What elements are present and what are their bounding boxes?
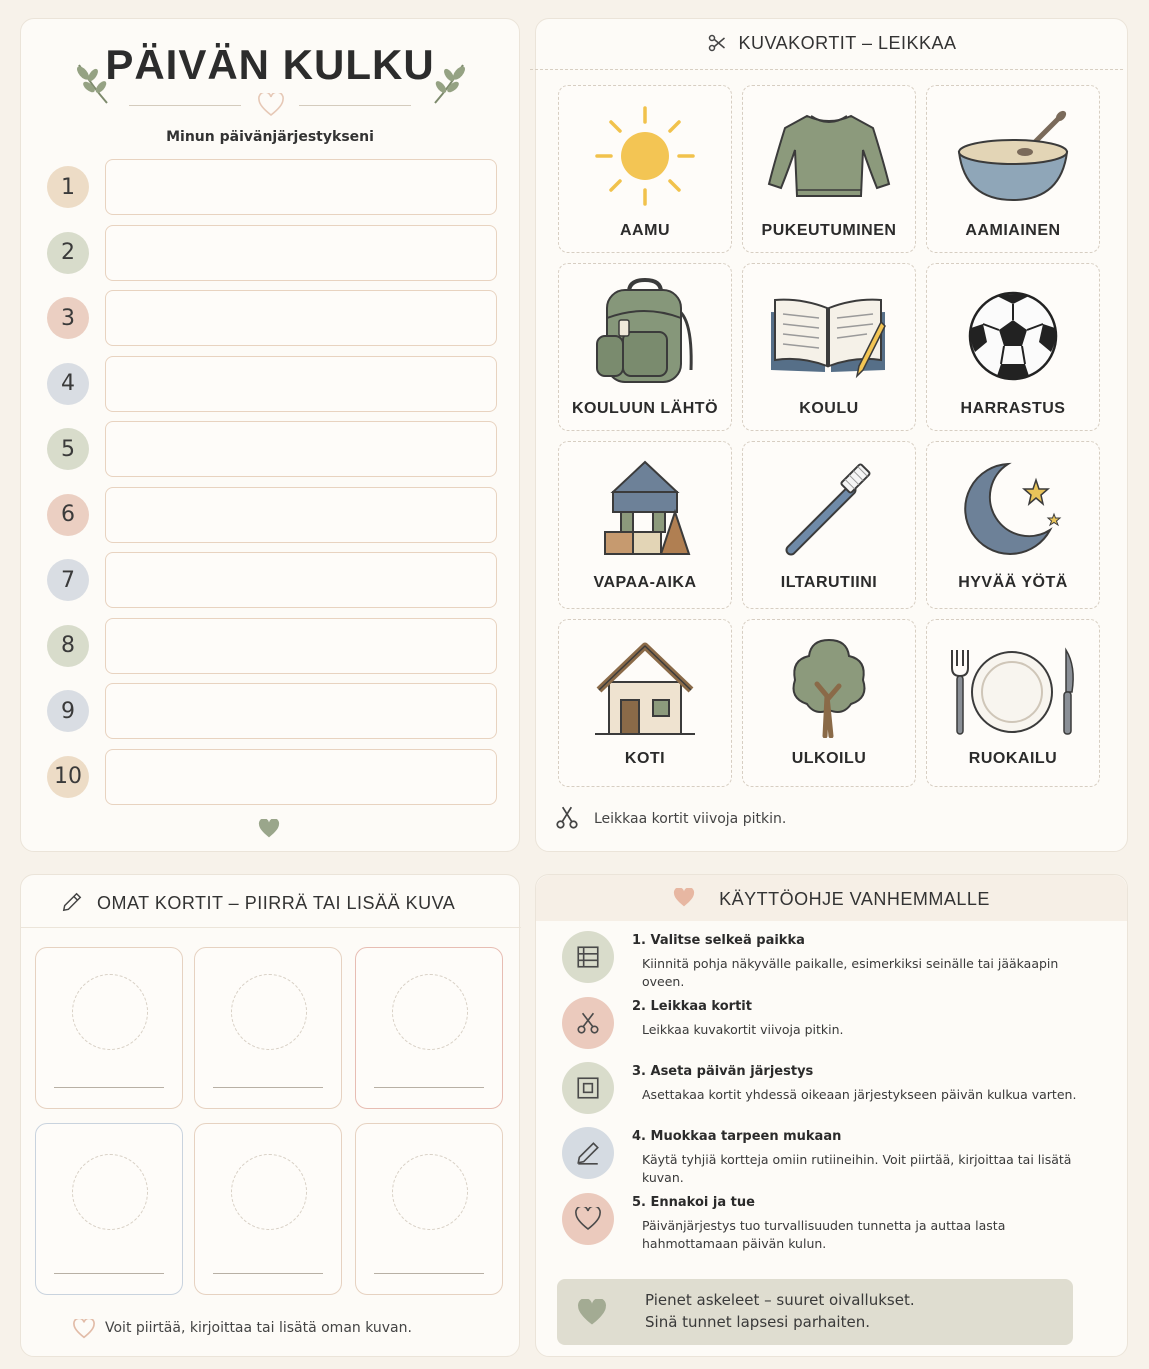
scissors-icon	[562, 997, 614, 1049]
card-aamiainen[interactable]	[926, 85, 1100, 253]
schedule-slot[interactable]	[105, 749, 497, 805]
schedule-slot[interactable]	[105, 290, 497, 346]
step-title: 1. Valitse selkeä paikka	[632, 933, 805, 948]
step-number-badge: 2	[47, 232, 89, 274]
card-hyvaa-yota[interactable]	[926, 441, 1100, 609]
heart-icon	[258, 819, 280, 839]
schedule-row	[47, 552, 499, 608]
card-label: HARRASTUS	[960, 400, 1066, 417]
heart-icon	[577, 1299, 607, 1327]
step-title: 2. Leikkaa kortit	[632, 999, 752, 1014]
card-label: VAPAA-AIKA	[593, 574, 697, 591]
drawing-circle	[72, 1154, 148, 1230]
list-icon	[562, 931, 614, 983]
card-label: AAMU	[620, 222, 670, 239]
drawing-circle	[231, 1154, 307, 1230]
guide-header-label: KÄYTTÖOHJE VANHEMMALLE	[719, 889, 990, 909]
schedule-row	[47, 225, 499, 281]
card-pukeutuminen[interactable]	[742, 85, 916, 253]
page-subtitle: Minun päivänjärjestykseni	[166, 129, 374, 145]
schedule-row	[47, 749, 499, 805]
step-desc: Kiinnitä pohja näkyvälle paikalle, esimerkiksi seinälle tai jääkaapin oveen.	[642, 956, 1059, 990]
schedule-row	[47, 159, 499, 215]
toothbrush-icon	[779, 460, 879, 562]
step-number-badge: 9	[47, 690, 89, 732]
guide-header	[536, 888, 1127, 910]
tree-icon	[787, 636, 871, 738]
label-line	[213, 1087, 323, 1088]
step-title: 5. Ennakoi ja tue	[632, 1195, 755, 1210]
step-number-badge: 10	[47, 756, 89, 798]
label-line	[54, 1087, 164, 1088]
schedule-row	[47, 421, 499, 477]
card-label: KOTI	[624, 750, 666, 767]
moon-icon	[958, 458, 1068, 558]
blank-card[interactable]	[194, 947, 342, 1109]
step-title: 3. Aseta päivän järjestys	[632, 1064, 814, 1079]
own-cards-note: Voit piirtää, kirjoittaa tai lisätä oman kuvan.	[105, 1320, 412, 1336]
scissors-icon	[554, 805, 580, 831]
quote-line: Sinä tunnet lapsesi parhaiten.	[645, 1313, 870, 1331]
blank-card[interactable]	[355, 947, 503, 1109]
plate-cutlery-icon	[948, 646, 1078, 738]
quote-box	[557, 1279, 1073, 1345]
step-desc: Leikkaa kuvakortit viivoja pitkin.	[642, 1022, 844, 1037]
card-label: PUKEUTUMINEN	[761, 222, 897, 239]
card-label: RUOKAILU	[968, 750, 1058, 767]
quote-line: Pienet askeleet – suuret oivallukset.	[645, 1291, 915, 1309]
scissors-icon	[706, 33, 728, 53]
divider	[129, 105, 241, 106]
heart-icon	[258, 93, 284, 117]
pencil-icon	[562, 1127, 614, 1179]
leaf-branch-icon	[429, 59, 471, 107]
step-number-badge: 3	[47, 297, 89, 339]
card-koulu[interactable]	[742, 263, 916, 431]
label-line	[374, 1087, 484, 1088]
sweater-icon	[767, 110, 891, 202]
page-title: PÄIVÄN KULKU	[105, 41, 435, 88]
schedule-row	[47, 618, 499, 674]
heart-icon	[73, 1319, 95, 1339]
card-ruokailu[interactable]	[926, 619, 1100, 787]
house-icon	[595, 638, 695, 738]
divider	[530, 69, 1123, 70]
card-kouluun-lahto[interactable]	[558, 263, 732, 431]
sun-icon	[593, 104, 697, 208]
schedule-slot[interactable]	[105, 618, 497, 674]
toy-blocks-icon	[597, 460, 693, 556]
card-label: HYVÄÄ YÖTÄ	[958, 574, 1068, 591]
heart-icon	[562, 1193, 614, 1245]
blank-card[interactable]	[35, 947, 183, 1109]
card-ulkoilu[interactable]	[742, 619, 916, 787]
schedule-slot[interactable]	[105, 159, 497, 215]
step-number-badge: 1	[47, 166, 89, 208]
own-cards-header-label: OMAT KORTIT – PIIRRÄ TAI LISÄÄ KUVA	[97, 893, 456, 913]
cards-header	[536, 33, 1127, 54]
card-vapaa-aika[interactable]	[558, 441, 732, 609]
step-desc: Käytä tyhjiä kortteja omiin rutiineihin. Voit piirtää, kirjoittaa tai lisätä kuvan.	[642, 1152, 1072, 1186]
label-line	[213, 1273, 323, 1274]
label-line	[54, 1273, 164, 1274]
step-number-badge: 8	[47, 625, 89, 667]
label-line	[374, 1273, 484, 1274]
step-number-badge: 6	[47, 494, 89, 536]
schedule-slot[interactable]	[105, 225, 497, 281]
schedule-row	[47, 487, 499, 543]
schedule-slot[interactable]	[105, 487, 497, 543]
porridge-bowl-icon	[953, 108, 1073, 204]
book-icon	[767, 294, 891, 384]
backpack-icon	[593, 278, 697, 386]
blank-card[interactable]	[355, 1123, 503, 1295]
schedule-slot[interactable]	[105, 683, 497, 739]
schedule-row	[47, 356, 499, 412]
cards-header-label: KUVAKORTIT – LEIKKAA	[738, 33, 957, 53]
step-number-badge: 7	[47, 559, 89, 601]
heart-icon	[673, 888, 695, 908]
schedule-slot[interactable]	[105, 356, 497, 412]
step-number-badge: 4	[47, 363, 89, 405]
card-label: KOULUUN LÄHTÖ	[571, 400, 719, 417]
card-label: ILTARUTIINI	[780, 574, 878, 591]
own-cards-panel	[20, 874, 520, 1357]
schedule-row	[47, 683, 499, 739]
own-cards-header	[61, 891, 455, 914]
pencil-icon	[61, 891, 83, 913]
cut-note: Leikkaa kortit viivoja pitkin.	[594, 811, 787, 827]
schedule-slot[interactable]	[105, 421, 497, 477]
drawing-circle	[231, 974, 307, 1050]
blank-card[interactable]	[35, 1123, 183, 1295]
card-label: KOULU	[799, 400, 859, 417]
picture-cards-panel	[535, 18, 1128, 852]
drawing-circle	[72, 974, 148, 1050]
schedule-panel	[20, 18, 520, 852]
step-desc: Päivänjärjestys tuo turvallisuuden tunnetta ja auttaa lasta hahmottamaan päivän kulun.	[642, 1218, 1006, 1252]
card-harrastus[interactable]	[926, 263, 1100, 431]
schedule-row	[47, 290, 499, 346]
drawing-circle	[392, 1154, 468, 1230]
step-number-badge: 5	[47, 428, 89, 470]
parent-guide-panel	[535, 874, 1128, 1357]
divider	[299, 105, 411, 106]
step-title: 4. Muokkaa tarpeen mukaan	[632, 1129, 842, 1144]
card-aamu[interactable]	[558, 85, 732, 253]
card-label: ULKOILU	[791, 750, 867, 767]
blank-card[interactable]	[194, 1123, 342, 1295]
card-koti[interactable]	[558, 619, 732, 787]
divider	[21, 927, 521, 928]
step-desc: Asettakaa kortit yhdessä oikeaan järjestykseen päivän kulkua varten.	[642, 1087, 1077, 1102]
frame-icon	[562, 1062, 614, 1114]
card-label: AAMIAINEN	[965, 222, 1061, 239]
drawing-circle	[392, 974, 468, 1050]
soccer-ball-icon	[967, 290, 1059, 382]
card-iltarutiini[interactable]	[742, 441, 916, 609]
schedule-slot[interactable]	[105, 552, 497, 608]
